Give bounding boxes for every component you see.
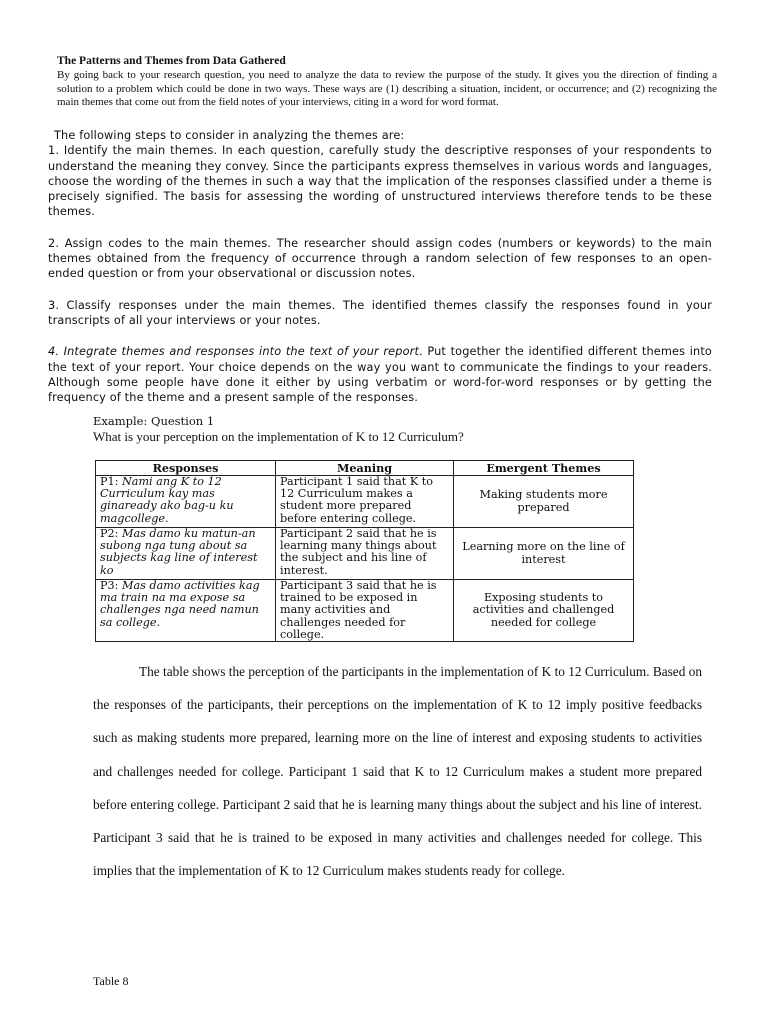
table-caption: Table 8 bbox=[93, 974, 129, 988]
header-responses: Responses bbox=[96, 461, 276, 476]
discussion-section bbox=[93, 655, 702, 887]
step-2: 2. Assign codes to the main themes. The researcher should assign codes (numbers or keywords) to the main themes obtained from the frequency of occurrence through a random selection of few responses to an open-ended question or from your observational or discussion notes. bbox=[48, 236, 712, 281]
response-text: Mas damo ku matun-an subong nga tung about sa subjects kag line of interest ko bbox=[100, 527, 258, 577]
theme-cell: Exposing students to activities and challenged needed for college bbox=[454, 580, 634, 642]
discussion-paragraph: The table shows the perception of the participants in the implementation of K to 12 Curriculum. Based on the responses of the participants, their perceptions on the implementation of K to 12 imply positive feedbacks such as making students more prepared, learning more on the line of interest and exposing students to activities and challenges needed for college. Participant 1 said that K to 12 Curriculum makes a student more prepared before entering college. Participant 2 said that he is learning many things about the subject and his line of interest. Participant 3 said that he is trained to be exposed in many activities and challenges needed for college. This implies that the implementation of K to 12 Curriculum makes students ready for college. bbox=[93, 664, 702, 879]
steps-lead: The following steps to consider in analyzing the themes are: bbox=[54, 129, 405, 142]
meaning-cell: Participant 1 said that K to 12 Curriculum makes a student more prepared before entering college. bbox=[276, 476, 454, 528]
section-title: The Patterns and Themes from Data Gathered bbox=[57, 55, 286, 67]
participant-id: P2: bbox=[100, 527, 122, 540]
response-text: Nami ang K to 12 Curriculum kay mas ginaready ako bag-u ku magcollege. bbox=[100, 475, 234, 525]
meaning-cell: Participant 2 said that he is learning many things about the subject and his line of interest. bbox=[276, 528, 454, 580]
step-3: 3. Classify responses under the main themes. The identified themes classify the responses found in your transcripts of all your interviews or your notes. bbox=[48, 298, 712, 327]
response-cell bbox=[96, 528, 276, 580]
table-row bbox=[96, 476, 634, 528]
theme-cell: Learning more on the line of interest bbox=[454, 528, 634, 580]
theme-cell: Making students more prepared bbox=[454, 476, 634, 528]
response-cell bbox=[96, 476, 276, 528]
participant-id: P3: bbox=[100, 579, 122, 592]
steps-section bbox=[48, 128, 712, 405]
step-4-heading: 4. Integrate themes and responses into the text of your report bbox=[48, 345, 420, 359]
table-header-row bbox=[96, 461, 634, 476]
response-cell bbox=[96, 580, 276, 642]
table-row bbox=[96, 580, 634, 642]
meaning-cell: Participant 3 said that he is trained to be exposed in many activities and challenges needed for college. bbox=[276, 580, 454, 642]
table-row bbox=[96, 528, 634, 580]
response-text: Mas damo activities kag ma train na ma expose sa challenges nga need namun sa college. bbox=[100, 579, 260, 629]
step-1: 1. Identify the main themes. In each question, carefully study the descriptive responses of your respondents to understand the meaning they convey. Since the participants express themselves in various words and languages, choose the wording of the themes in such a way that the implication of the responses classified under a theme is precisely signified. The basis for assessing the wording of unstructured interviews therefore tends to be these themes. bbox=[48, 144, 712, 219]
example-label: Example: Question 1 bbox=[93, 414, 215, 428]
example-question: What is your perception on the implementation of K to 12 Curriculum? bbox=[93, 429, 464, 444]
header-emergent-themes: Emergent Themes bbox=[454, 461, 634, 476]
intro-paragraph: By going back to your research question, you need to analyze the data to review the purpose of the study. It gives you the direction of finding a solution to a problem which could be done in two ways. These ways are (1) describing a situation, incident, or occurrence; and (2) recognizing the main themes that come out from the field notes of your interviews, citing in a word for word format. bbox=[57, 69, 717, 108]
themes-table bbox=[95, 460, 634, 642]
step-4 bbox=[48, 344, 712, 405]
step-4-body: . Put together the identified different themes into the text of your report. Your choice depends on the way you want to communicate the findings to your readers. Although some people have done it either by using verbatim or word-for-word responses or by getting the frequency of the theme and a present sample of the responses. bbox=[48, 345, 712, 405]
participant-id: P1: bbox=[100, 475, 122, 488]
header-meaning: Meaning bbox=[276, 461, 454, 476]
